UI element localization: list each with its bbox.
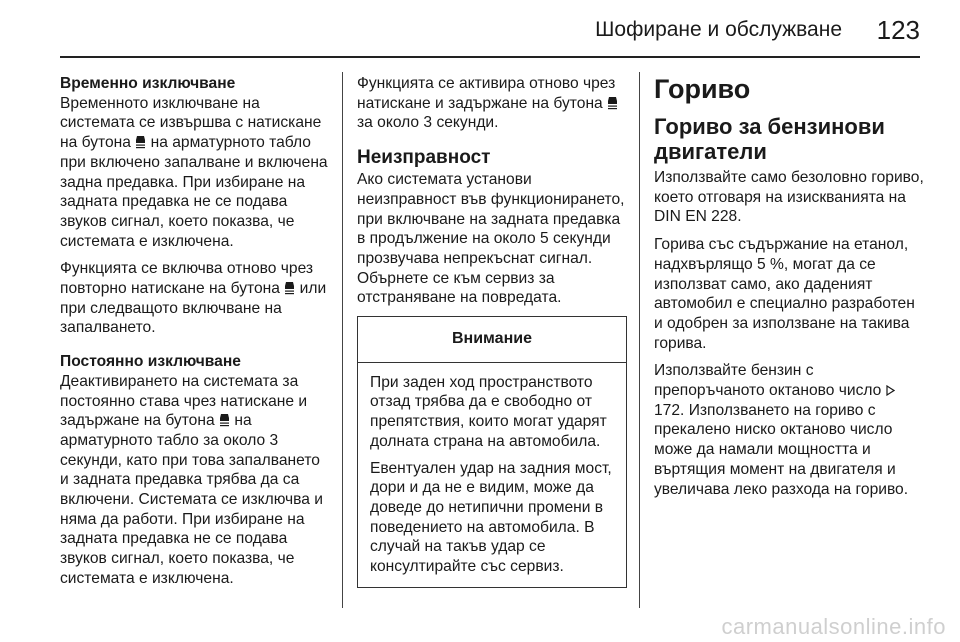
temporary-disable-heading: Временно изключване bbox=[60, 75, 236, 92]
reactivation-paragraph bbox=[357, 74, 627, 133]
reactivate-text-b: или при следващото включване на запалването. bbox=[60, 280, 327, 337]
warning-body bbox=[358, 363, 626, 587]
reactivation-text-a: Функцията се активира отново чрез натискане и задържане на бутона bbox=[357, 75, 616, 112]
watermark: carmanualsonline.info bbox=[721, 614, 946, 639]
fuel-paragraph-3-text-b: Използването на гориво с прекалено ниско октаново число може да намали мощността и въртящия момент на двигателя и увеличава леко разхода на гориво. bbox=[654, 401, 909, 498]
page-reference-arrow-icon bbox=[886, 385, 895, 396]
column-middle bbox=[357, 74, 627, 588]
parking-assist-icon bbox=[607, 96, 618, 110]
page-header bbox=[0, 0, 960, 60]
temporary-disable-text-b: на арматурното табло при включено запалване и включена задна предавка. При избиране на задната предавка не се подава звуков сигнал, което показва, че системата е изключена. bbox=[60, 134, 328, 250]
temporary-disable-paragraph bbox=[60, 74, 330, 251]
malfunction-paragraph: Ако системата установи неизправност във функционирането, при включване на задната предавка в продължение на около 5 секунди прозвучава непрекъснат сигнал. Обърнете се към сервиз за отстраняване на повредата. bbox=[357, 171, 625, 307]
warning-paragraph-1: При заден ход пространството отзад трябва да е свободно от препятствия, които могат ударят долната страна на автомобила. bbox=[370, 373, 607, 450]
permanent-disable-text-a: Деактивирането на системата за постоянно става чрез натискане и задържане на бутона bbox=[60, 372, 308, 430]
warning-paragraph-2: Евентуален удар на задния мост, дори и да не е видим, може да доведе до нетипични промени в поведението на автомобила. В случай на такъв удар се консултирайте със сервиз. bbox=[370, 459, 612, 576]
column-left bbox=[60, 74, 330, 597]
reactivation-text-b: за около 3 секунди. bbox=[357, 114, 499, 132]
warning-title: Внимание bbox=[358, 317, 626, 363]
permanent-disable-paragraph bbox=[60, 352, 330, 588]
header-divider bbox=[60, 56, 920, 58]
page-reference-link[interactable]: 172. bbox=[654, 401, 685, 419]
fuel-paragraph-3 bbox=[654, 361, 926, 499]
permanent-disable-text-b: на арматурното табло за около 3 секунди, като при това запалването и задната предавка трябва да са включени. Системата се изключва и няма да работи. При избиране на задната предавка не се подава звуков сигнал, което показва, че системата е изключена. bbox=[60, 412, 324, 587]
parking-assist-icon bbox=[135, 135, 146, 149]
malfunction-heading: Неизправност bbox=[357, 147, 491, 169]
reactivate-text-a: Функцията се включва отново чрез повторно натискане на бутона bbox=[60, 260, 314, 298]
temporary-disable-text-a: Временното изключване на системата се извършва с натискане на бутона bbox=[60, 94, 322, 152]
column-right bbox=[654, 74, 926, 507]
page-number: 123 bbox=[876, 15, 920, 45]
fuel-paragraph-2: Горива със съдържание на етанол, надхвърлящо 5 %, могат да се използват само, ако даденият автомобил е специално разработен и одобрен за използване на такива горива. bbox=[654, 236, 915, 352]
column-divider-left bbox=[342, 72, 343, 608]
reactivate-paragraph bbox=[60, 259, 330, 338]
permanent-disable-heading: Постоянно изключване bbox=[60, 353, 241, 371]
parking-assist-icon bbox=[219, 413, 230, 427]
fuel-heading: Гориво bbox=[654, 74, 751, 104]
warning-box bbox=[357, 316, 627, 588]
parking-assist-icon bbox=[284, 281, 295, 295]
column-divider-right bbox=[639, 72, 640, 608]
petrol-engines-heading: Гориво за бензинови двигатели bbox=[654, 114, 885, 164]
page-title: Шофиране и обслужване bbox=[595, 18, 842, 41]
fuel-paragraph-3-text-a: Използвайте бензин с препоръчаното октаново число bbox=[654, 362, 882, 400]
fuel-paragraph-1: Използвайте само безоловно гориво, което отговаря на изискванията на DIN EN 228. bbox=[654, 169, 924, 226]
